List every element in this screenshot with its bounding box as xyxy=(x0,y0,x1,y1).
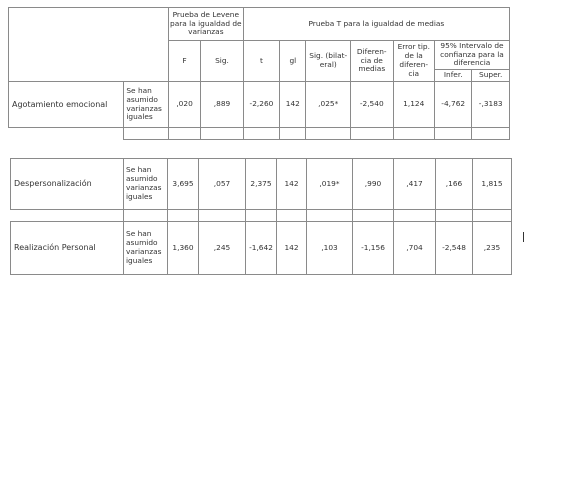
cell: 1,815 xyxy=(473,159,512,210)
t-test-table-top xyxy=(8,7,510,140)
cell: -,3183 xyxy=(472,82,510,128)
cell: ,166 xyxy=(436,159,473,210)
cell: ,020 xyxy=(168,82,200,128)
ttest-header: Prueba T para la igualdad de medias xyxy=(243,8,509,41)
cell: ,889 xyxy=(201,82,244,128)
levene-header: Prueba de Levene para la igualdad de varianzas xyxy=(168,8,243,41)
cell: ,417 xyxy=(394,159,436,210)
cell: 142 xyxy=(277,159,307,210)
cell: 142 xyxy=(280,82,306,128)
cell: ,019* xyxy=(307,159,353,210)
table-spacer-row xyxy=(9,128,510,140)
cell: ,025* xyxy=(306,82,351,128)
col-f: F xyxy=(168,41,200,82)
table-row xyxy=(9,82,510,128)
cell: -1,642 xyxy=(246,222,277,275)
table-row xyxy=(11,222,512,275)
row-condition: Se han asumido varianzas iguales xyxy=(124,159,168,210)
cell: -1,156 xyxy=(353,222,394,275)
cell: -2,548 xyxy=(436,222,473,275)
col-sig-bilateral: Sig. (bilat-eral) xyxy=(306,41,351,82)
col-ci: 95% Intervalo de confianza para la diferencia xyxy=(434,41,509,70)
cell: ,057 xyxy=(199,159,246,210)
empty-corner xyxy=(9,8,169,82)
cell: 1,360 xyxy=(168,222,199,275)
row-label: Despersonalización xyxy=(11,159,124,210)
col-mean-diff: Diferen-cia de medias xyxy=(351,41,394,82)
cell: ,235 xyxy=(473,222,512,275)
col-ci-upper: Super. xyxy=(472,70,510,82)
cell: 3,695 xyxy=(168,159,199,210)
table-spacer-row xyxy=(11,210,512,222)
t-test-table-bottom xyxy=(10,158,512,275)
cell: ,704 xyxy=(394,222,436,275)
col-std-error: Error tip. de la diferen-cia xyxy=(393,41,434,82)
cell: ,245 xyxy=(199,222,246,275)
col-t: t xyxy=(243,41,279,82)
cell: 1,124 xyxy=(393,82,434,128)
table-row xyxy=(11,159,512,210)
row-label: Agotamiento emocional xyxy=(9,82,124,128)
cell: ,990 xyxy=(353,159,394,210)
cell: ,103 xyxy=(307,222,353,275)
cell: -2,260 xyxy=(243,82,279,128)
row-condition: Se han asumido varianzas iguales xyxy=(124,222,168,275)
col-gl: gl xyxy=(280,41,306,82)
cell: -4,762 xyxy=(434,82,471,128)
cell: -2,540 xyxy=(351,82,394,128)
col-sig: Sig. xyxy=(201,41,244,82)
cell: 142 xyxy=(277,222,307,275)
row-label: Realización Personal xyxy=(11,222,124,275)
text-cursor xyxy=(523,232,524,242)
row-condition: Se han asumido varianzas iguales xyxy=(124,82,169,128)
col-ci-lower: Infer. xyxy=(434,70,471,82)
cell: 2,375 xyxy=(246,159,277,210)
